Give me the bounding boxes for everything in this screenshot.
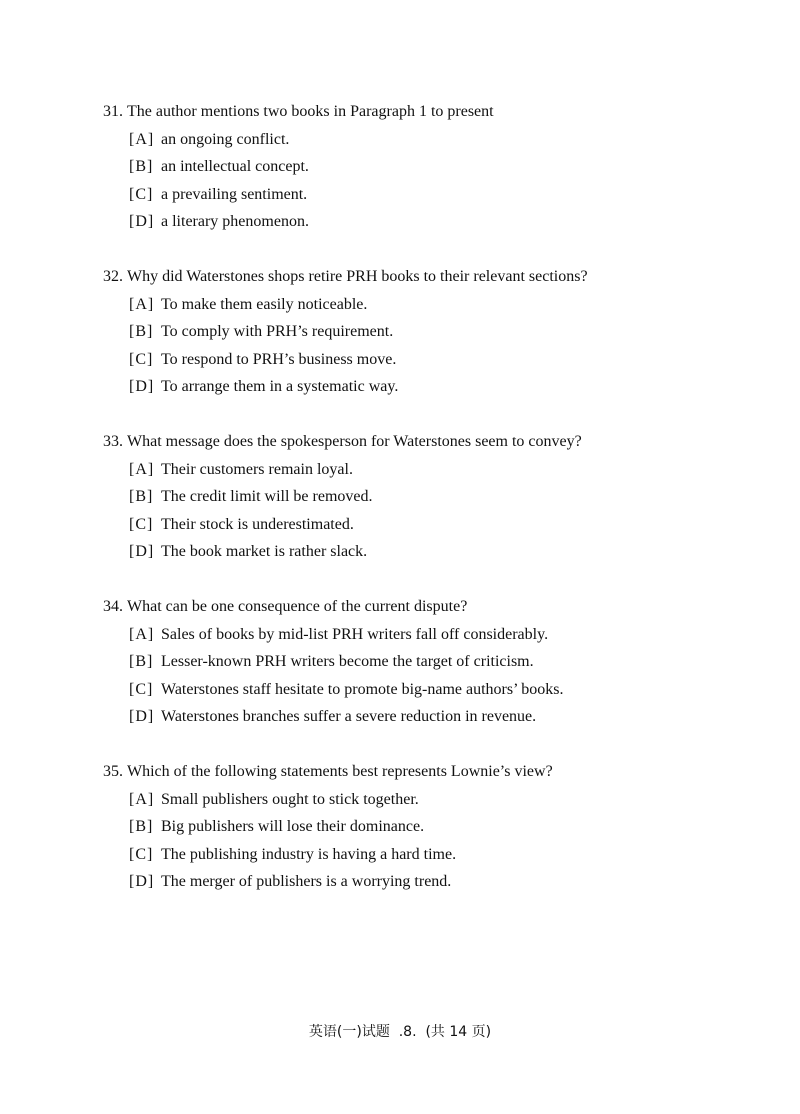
option-text: Waterstones staff hesitate to promote big-name authors’ books. [161, 680, 564, 698]
option-d [103, 376, 743, 398]
question-32 [103, 266, 743, 404]
option-letter: [A] [129, 625, 155, 643]
option-letter: [C] [129, 515, 154, 533]
question-stem [103, 101, 743, 123]
option-text: To make them easily noticeable. [161, 295, 368, 313]
option-c [103, 184, 743, 206]
option-letter: [C] [129, 845, 154, 863]
option-text: an intellectual concept. [161, 158, 309, 175]
question-text: Why did Waterstones shops retire PRH books to their relevant sections? [127, 268, 588, 285]
option-c [103, 679, 743, 701]
option-letter: [B] [129, 818, 154, 835]
option-text: Their stock is underestimated. [161, 515, 354, 533]
option-text: a literary phenomenon. [161, 213, 309, 230]
option-b [103, 156, 743, 178]
question-stem [103, 431, 743, 453]
question-number: 35. [103, 763, 123, 780]
question-33 [103, 431, 743, 569]
question-stem [103, 266, 743, 288]
option-a [103, 129, 743, 151]
option-letter: [A] [129, 790, 155, 808]
option-d [103, 211, 743, 233]
option-text: The credit limit will be removed. [161, 488, 373, 505]
option-letter: [A] [129, 460, 155, 478]
question-text: Which of the following statements best represents Lownie’s view? [127, 763, 553, 780]
question-text: The author mentions two books in Paragraph 1 to present [127, 103, 494, 120]
question-number: 32. [103, 268, 123, 285]
option-text: The publishing industry is having a hard time. [161, 845, 457, 863]
question-34 [103, 596, 743, 734]
option-d [103, 871, 743, 893]
option-b [103, 486, 743, 508]
option-b [103, 321, 743, 343]
option-text: Lesser-known PRH writers become the target of criticism. [161, 653, 534, 670]
option-letter: [A] [129, 295, 155, 313]
option-a [103, 459, 743, 481]
option-a [103, 789, 743, 811]
option-letter: [D] [129, 213, 155, 230]
option-c [103, 514, 743, 536]
option-list [103, 129, 743, 234]
option-text: To comply with PRH’s requirement. [161, 323, 394, 340]
question-number: 31. [103, 103, 123, 120]
option-text: The merger of publishers is a worrying trend. [161, 873, 452, 890]
page-footer: 英语(一)试题 .8. (共 14 页) [308, 1024, 492, 1040]
option-c [103, 349, 743, 371]
option-text: To respond to PRH’s business move. [161, 350, 397, 368]
option-list [103, 789, 743, 894]
option-letter: [D] [129, 543, 155, 560]
question-35 [103, 761, 743, 899]
option-text: a prevailing sentiment. [161, 185, 308, 203]
option-d [103, 541, 743, 563]
option-list [103, 624, 743, 729]
option-c [103, 844, 743, 866]
question-stem [103, 761, 743, 783]
option-b [103, 816, 743, 838]
option-text: an ongoing conflict. [161, 130, 290, 148]
option-text: Sales of books by mid-list PRH writers fall off considerably. [161, 625, 549, 643]
option-a [103, 624, 743, 646]
option-letter: [C] [129, 680, 154, 698]
option-text: Their customers remain loyal. [161, 460, 353, 478]
option-a [103, 294, 743, 316]
option-letter: [D] [129, 873, 155, 890]
option-text: The book market is rather slack. [161, 543, 368, 560]
question-text: What message does the spokesperson for Waterstones seem to convey? [127, 433, 582, 450]
option-letter: [C] [129, 185, 154, 203]
option-letter: [B] [129, 653, 154, 670]
question-stem [103, 596, 743, 618]
option-letter: [D] [129, 378, 155, 395]
option-text: Big publishers will lose their dominance. [161, 818, 425, 835]
option-letter: [B] [129, 158, 154, 175]
question-number: 33. [103, 433, 123, 450]
option-letter: [D] [129, 708, 155, 725]
option-text: Small publishers ought to stick together. [161, 790, 419, 808]
question-text: What can be one consequence of the current dispute? [127, 598, 468, 615]
option-letter: [B] [129, 323, 154, 340]
option-letter: [C] [129, 350, 154, 368]
option-list [103, 459, 743, 564]
option-b [103, 651, 743, 673]
option-text: To arrange them in a systematic way. [161, 378, 399, 395]
option-list [103, 294, 743, 399]
question-number: 34. [103, 598, 123, 615]
question-31 [103, 101, 743, 239]
option-letter: [A] [129, 130, 155, 148]
option-text: Waterstones branches suffer a severe reduction in revenue. [161, 708, 537, 725]
option-letter: [B] [129, 488, 154, 505]
option-d [103, 706, 743, 728]
